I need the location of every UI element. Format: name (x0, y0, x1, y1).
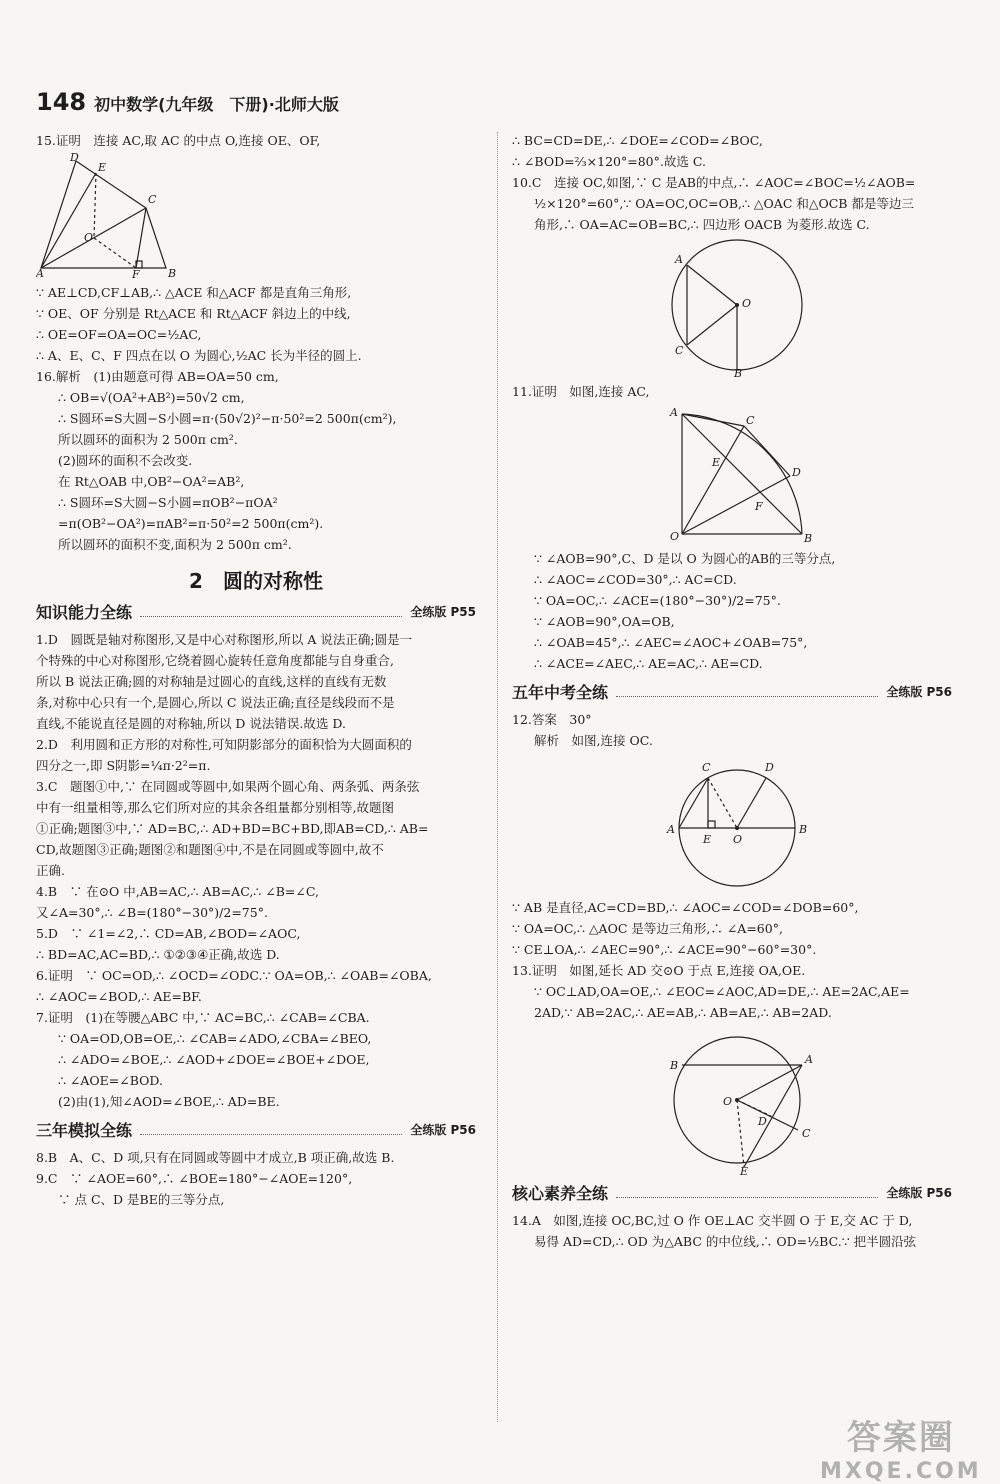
fig12-diagram (512, 753, 952, 893)
fig15-label: E (98, 161, 107, 174)
answer-line: 6.证明 ∵ OC=OD,∴ ∠OCD=∠ODC.∵ OA=OB,∴ ∠OAB=∠OBA, (36, 968, 432, 983)
q16-line: ∴ S圆环=S大圆−S小圆=π·(50√2)²−π·50²=2 500π(cm²), (58, 411, 397, 426)
q11-line: ∴ ∠ACE=∠AEC,∴ AE=AC,∴ AE=CD. (534, 656, 763, 671)
q12-line: 解析 如图,连接 OC. (534, 733, 653, 748)
answer-line: ∵ 点 C、D 是BE的三等分点, (58, 1192, 225, 1207)
fig15-label: O (84, 231, 94, 244)
q12-line: ∵ CE⊥OA,∴ ∠AEC=90°,∴ ∠ACE=90°−60°=30°. (512, 942, 817, 957)
answer-line: (2)由(1),知∠AOD=∠BOE,∴ AD=BE. (58, 1094, 280, 1109)
book-title: 初中数学(九年级 下册)·北师大版 (94, 95, 339, 114)
q11-line: 11.证明 如图,连接 AC, (512, 384, 650, 399)
q15-line: ∵ OE、OF 分别是 Rt△ACE 和 Rt△ACF 斜边上的中线, (36, 306, 351, 321)
q16-line: 在 Rt△OAB 中,OB²−OA²=AB², (58, 474, 245, 489)
fig15-label: F (132, 268, 140, 278)
fig10-label: C (675, 344, 684, 357)
page-number: 148 (36, 88, 87, 116)
q11-line: ∴ ∠AOC=∠COD=30°,∴ AC=CD. (534, 572, 737, 587)
answer-line: 直线,不能说直径是圆的对称轴,所以 D 说法错误.故选 D. (36, 716, 346, 731)
answer-line: 9.C ∵ ∠AOE=60°,∴ ∠BOE=180°−∠AOE=120°, (36, 1171, 353, 1186)
answer-line: 条,对称中心只有一个,是圆心,所以 C 说法正确;直径是线段而不是 (36, 695, 395, 710)
section-bar-title: 五年中考全练 (512, 683, 609, 702)
dotted-rule (140, 608, 402, 617)
column-divider (497, 132, 498, 1422)
page-header (36, 88, 339, 116)
section-bar (36, 602, 476, 623)
q13-line: ∵ OC⊥AD,OA=OE,∴ ∠EOC=∠AOC,AD=DE,∴ AE=2AC,AE= (534, 984, 910, 999)
section-bar-page: 全练版 P56 (886, 685, 952, 699)
answer-line: ∴ ∠AOE=∠BOD. (58, 1073, 163, 1088)
answer-line: ∵ OA=OD,OB=OE,∴ ∠CAB=∠ADO,∠CBA=∠BEO, (58, 1031, 372, 1046)
q12-line: ∵ AB 是直径,AC=CD=BD,∴ ∠AOC=∠COD=∠DOB=60°, (512, 900, 859, 915)
q10-line: 角形,∴ OA=AC=OB=BC,∴ 四边形 OACB 为菱形.故选 C. (534, 217, 870, 232)
fig12-label: C (702, 761, 711, 774)
q14-line: 14.A 如图,连接 OC,BC,过 O 作 OE⊥AC 交半圆 O 于 E,交 AC 于 D, (512, 1213, 913, 1228)
answer-line: 1.D 圆既是轴对称图形,又是中心对称图形,所以 A 说法正确;圆是一 (36, 632, 413, 647)
fig10-diagram (512, 237, 952, 377)
answer-line: ∴ ∠AOC=∠BOD,∴ AE=BF. (36, 989, 202, 1004)
fig13-label: D (758, 1115, 767, 1128)
answer-line: CD,故题图③正确;题图②和题图④中,不是在同圆或等圆中,故不 (36, 842, 384, 857)
q15-line: ∵ AE⊥CD,CF⊥AB,∴ △ACE 和△ACF 都是直角三角形, (36, 285, 352, 300)
fig13-label: E (740, 1165, 749, 1175)
right-column (512, 130, 952, 1252)
fig13-label: A (805, 1053, 813, 1066)
fig11-diagram (512, 404, 952, 544)
section-bar-title: 知识能力全练 (36, 603, 133, 622)
section-bar-page: 全练版 P56 (410, 1123, 476, 1137)
fig15-label: D (70, 153, 79, 164)
fig12-label: A (667, 823, 675, 836)
fig12-label: O (733, 833, 743, 846)
q12-line: ∵ OA=OC,∴ △AOC 是等边三角形,∴ ∠A=60°, (512, 921, 783, 936)
fig10-label: A (675, 253, 683, 266)
fig11-label: A (670, 406, 678, 419)
section-bar (36, 1120, 476, 1141)
fig12-label: B (799, 823, 808, 836)
q16-line: 所以圆环的面积不变,面积为 2 500π cm². (58, 537, 292, 552)
fig15-label: B (168, 267, 177, 278)
section-bar-title: 核心素养全练 (512, 1184, 609, 1203)
fig12-label: D (765, 761, 774, 774)
fig11-label: O (670, 530, 680, 543)
fig11-label: F (755, 500, 763, 513)
fig15-label: A (36, 267, 44, 278)
answer-line: 所以 B 说法正确;圆的对称轴是过圆心的直线,这样的直线有无数 (36, 674, 387, 689)
fig13-label: B (670, 1059, 679, 1072)
answer-line: 四分之一,即 S阴影=¼π·2²=π. (36, 758, 211, 773)
section-title: 2 圆的对称性 (189, 569, 323, 593)
q16-line: ∴ OB=√(OA²+AB²)=50√2 cm, (58, 390, 245, 405)
answer-line: ∴ BD=AC,AC=BD,∴ ①②③④正确,故选 D. (36, 947, 280, 962)
answer-line: 个特殊的中心对称图形,它绕着圆心旋转任意角度都能与自身重合, (36, 653, 394, 668)
q13-line: 2AD,∵ AB=2AC,∴ AE=AB,∴ AB=AE,∴ AB=2AD. (534, 1005, 832, 1020)
site-watermark (820, 1410, 982, 1484)
answer-line: ∴ ∠ADO=∠BOE,∴ ∠AOD+∠DOE=∠BOE+∠DOE, (58, 1052, 370, 1067)
q11-line: ∵ ∠AOB=90°,C、D 是以 O 为圆心的AB的三等分点, (534, 551, 836, 566)
fig13-label: C (802, 1127, 811, 1140)
answer-line: 2.D 利用圆和正方形的对称性,可知阴影部分的面积恰为大圆面积的 (36, 737, 412, 752)
fig11-label: B (804, 532, 813, 544)
answer-line: 5.D ∵ ∠1=∠2,∴ CD=AB,∠BOD=∠AOC, (36, 926, 301, 941)
q11-line: ∴ ∠OAB=45°,∴ ∠AEC=∠AOC+∠OAB=75°, (534, 635, 808, 650)
answer-line: 4.B ∵ 在⊙O 中,AB=AC,∴ AB=AC,∴ ∠B=∠C, (36, 884, 319, 899)
left-column (36, 130, 476, 1210)
fig15-diagram (36, 153, 186, 278)
watermark-url: MXQE.COM (820, 1459, 982, 1484)
q15-line: ∴ A、E、C、F 四点在以 O 为圆心,½AC 长为半径的圆上. (36, 348, 362, 363)
section-bar-page: 全练版 P55 (410, 605, 476, 619)
answer-line: 3.C 题图①中,∵ 在同圆或等圆中,如果两个圆心角、两条弧、两条弦 (36, 779, 420, 794)
q16-line: 16.解析 (1)由题意可得 AB=OA=50 cm, (36, 369, 279, 384)
fig11-label: D (792, 466, 801, 479)
q14-line: 易得 AD=CD,∴ OD 为△ABC 的中位线,∴ OD=½BC.∵ 把半圆沿弦 (534, 1234, 917, 1249)
q13-line: 13.证明 如图,延长 AD 交⊙O 于点 E,连接 OA,OE. (512, 963, 806, 978)
fig15-label: C (148, 193, 157, 206)
q10-line: ½×120°=60°,∵ OA=OC,OC=OB,∴ △OAC 和△OCB 都是等边三 (534, 196, 914, 211)
fig13-diagram (512, 1025, 952, 1175)
fig12-label: E (703, 833, 712, 846)
watermark-logo-text: 答案圈 (846, 1418, 955, 1458)
section-bar (512, 682, 952, 703)
q16-line: =π(OB²−OA²)=πAB²=π·50²=2 500π(cm²). (58, 516, 324, 531)
dotted-rule (140, 1126, 402, 1135)
q16-line: (2)圆环的面积不会改变. (58, 453, 193, 468)
q15-line: ∴ OE=OF=OA=OC=½AC, (36, 327, 202, 342)
fig11-label: E (712, 456, 721, 469)
answer-line: 正确. (36, 863, 65, 878)
fig11-label: C (746, 414, 755, 427)
q15-line: 15.证明 连接 AC,取 AC 的中点 O,连接 OE、OF, (36, 133, 321, 148)
section-bar (512, 1183, 952, 1204)
section-bar-title: 三年模拟全练 (36, 1121, 133, 1140)
q11-line: ∵ ∠AOB=90°,OA=OB, (534, 614, 675, 629)
answer-line: ∴ ∠BOD=⅔×120°=80°.故选 C. (512, 154, 706, 169)
fig13-label: O (723, 1095, 733, 1108)
dotted-rule (616, 688, 878, 697)
answer-line: 又∠A=30°,∴ ∠B=(180°−30°)/2=75°. (36, 905, 268, 920)
answer-line: 中有一组量相等,那么它们所对应的其余各组量都分别相等,故题图 (36, 800, 394, 815)
fig10-label: O (742, 297, 752, 310)
fig10-label: B (734, 367, 743, 377)
dotted-rule (616, 1189, 878, 1198)
answer-line: ∴ BC=CD=DE,∴ ∠DOE=∠COD=∠BOC, (512, 133, 763, 148)
section-bar-page: 全练版 P56 (886, 1186, 952, 1200)
q12-line: 12.答案 30° (512, 712, 592, 727)
q16-line: ∴ S圆环=S大圆−S小圆=πOB²−πOA² (58, 495, 278, 510)
q11-line: ∵ OA=OC,∴ ∠ACE=(180°−30°)/2=75°. (534, 593, 781, 608)
answer-line: 8.B A、C、D 项,只有在同圆或等圆中才成立,B 项正确,故选 B. (36, 1150, 395, 1165)
answer-line: 7.证明 (1)在等腰△ABC 中,∵ AC=BC,∴ ∠CAB=∠CBA. (36, 1010, 370, 1025)
q16-line: 所以圆环的面积为 2 500π cm². (58, 432, 238, 447)
answer-line: ①正确;题图③中,∵ AD=BC,∴ AD+BD=BC+BD,即AB=CD,∴ AB= (36, 821, 429, 836)
q10-line: 10.C 连接 OC,如图,∵ C 是AB的中点,∴ ∠AOC=∠BOC=½∠AOB= (512, 175, 916, 190)
